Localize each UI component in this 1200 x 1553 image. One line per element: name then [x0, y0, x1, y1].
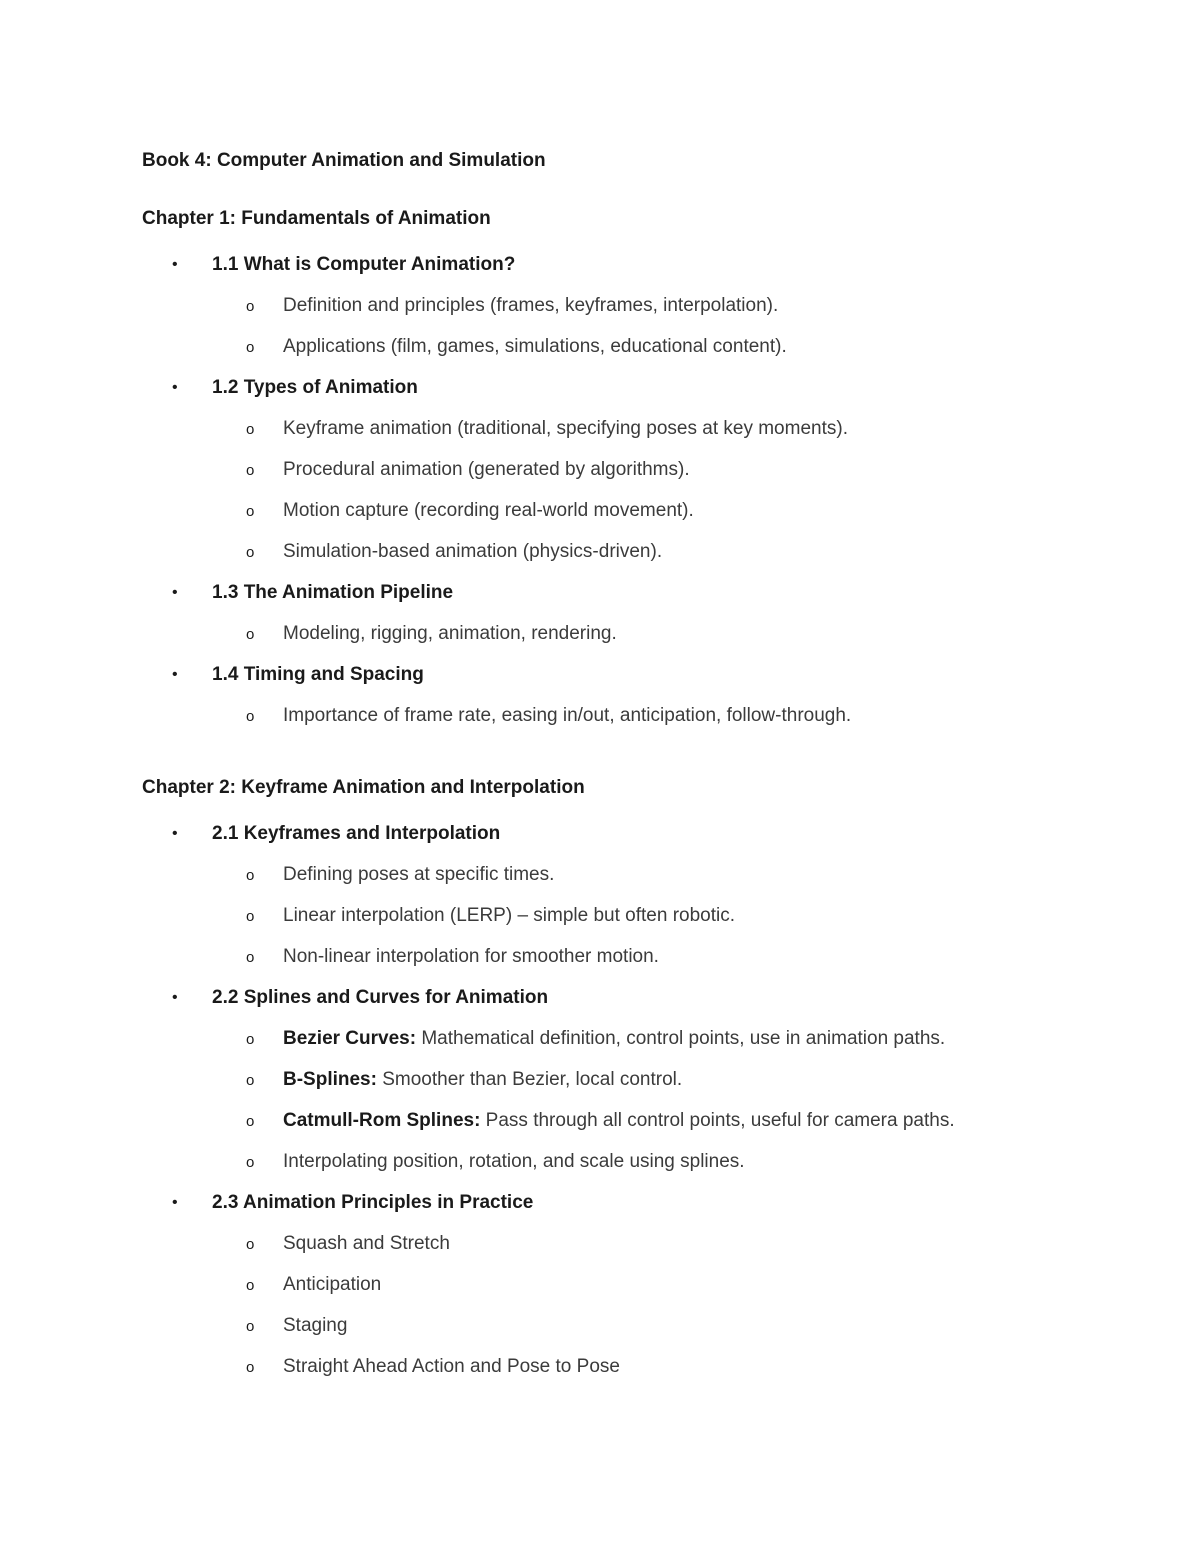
- item-description: Applications (film, games, simulations, educational content).: [283, 336, 787, 357]
- item-description: Squash and Stretch: [283, 1233, 450, 1254]
- list-item-text: [283, 334, 787, 360]
- item-description: Keyframe animation (traditional, specifying poses at key moments).: [283, 418, 848, 439]
- list-item: [0, 862, 1200, 903]
- item-description: Motion capture (recording real-world movement).: [283, 500, 694, 521]
- list-item-text: [283, 1272, 381, 1298]
- list-item-text: [283, 293, 778, 319]
- list-item: [0, 1067, 1200, 1108]
- list-item: [0, 1108, 1200, 1149]
- bullet-icon: •: [172, 256, 178, 273]
- item-description: Modeling, rigging, animation, rendering.: [283, 623, 617, 644]
- section-label: 1.4 Timing and Spacing: [212, 664, 424, 685]
- list-item: [0, 1313, 1200, 1354]
- item-description: Linear interpolation (LERP) – simple but often robotic.: [283, 905, 736, 926]
- item-description: Interpolating position, rotation, and scale using splines.: [283, 1151, 745, 1172]
- bullet-icon: •: [172, 1194, 178, 1211]
- bullet-icon: •: [172, 666, 178, 683]
- item-description: Pass through all control points, useful for camera paths.: [480, 1110, 955, 1131]
- item-description: Simulation-based animation (physics-driven).: [283, 541, 663, 562]
- item-description: Anticipation: [283, 1274, 382, 1295]
- bullet-icon: •: [172, 989, 178, 1006]
- item-description: Mathematical definition, control points, use in animation paths.: [416, 1028, 946, 1049]
- section-heading: [0, 985, 1200, 1026]
- list-item-text: [283, 1026, 945, 1052]
- list-item-text: [283, 1231, 450, 1257]
- list-item: [0, 703, 1200, 744]
- list-item: [0, 539, 1200, 580]
- circle-bullet-icon: o: [246, 708, 255, 725]
- section-heading: [0, 580, 1200, 621]
- list-item: [0, 498, 1200, 539]
- section-list: [0, 252, 1200, 744]
- item-description: Definition and principles (frames, keyframes, interpolation).: [283, 295, 779, 316]
- circle-bullet-icon: o: [246, 339, 255, 356]
- section-label: 1.1 What is Computer Animation?: [212, 254, 516, 275]
- list-item: [0, 1231, 1200, 1272]
- item-description: Defining poses at specific times.: [283, 864, 555, 885]
- item-description: Staging: [283, 1315, 348, 1336]
- list-item-text: [283, 944, 659, 970]
- circle-bullet-icon: o: [246, 626, 255, 643]
- circle-bullet-icon: o: [246, 503, 255, 520]
- circle-bullet-icon: o: [246, 1318, 255, 1335]
- list-item-text: [283, 498, 694, 524]
- chapter-title: Chapter 2: Keyframe Animation and Interpolation: [142, 777, 585, 798]
- circle-bullet-icon: o: [246, 949, 255, 966]
- list-item-text: [283, 862, 554, 888]
- list-item-text: [283, 703, 851, 729]
- section-list: [0, 821, 1200, 1395]
- circle-bullet-icon: o: [246, 1277, 255, 1294]
- list-item: [0, 334, 1200, 375]
- circle-bullet-icon: o: [246, 1072, 255, 1089]
- list-item-text: [283, 621, 617, 647]
- book-title: Book 4: Computer Animation and Simulation: [142, 150, 546, 171]
- section-heading: [0, 1190, 1200, 1231]
- item-description: Importance of frame rate, easing in/out, anticipation, follow-through.: [283, 705, 852, 726]
- section-label: 2.1 Keyframes and Interpolation: [212, 823, 501, 844]
- list-item-text: [283, 1354, 620, 1380]
- item-description: Straight Ahead Action and Pose to Pose: [283, 1356, 620, 1377]
- list-item: [0, 903, 1200, 944]
- list-item: [0, 1354, 1200, 1395]
- bullet-icon: •: [172, 584, 178, 601]
- circle-bullet-icon: o: [246, 298, 255, 315]
- section-label: 2.2 Splines and Curves for Animation: [212, 987, 549, 1008]
- list-item: [0, 1272, 1200, 1313]
- list-item: [0, 457, 1200, 498]
- bullet-icon: •: [172, 379, 178, 396]
- list-item: [0, 944, 1200, 985]
- item-term: Catmull-Rom Splines:: [283, 1110, 481, 1131]
- list-item-text: [283, 416, 848, 442]
- section-heading: [0, 821, 1200, 862]
- section-heading: [0, 662, 1200, 703]
- circle-bullet-icon: o: [246, 1236, 255, 1253]
- list-item: [0, 1149, 1200, 1190]
- list-item-text: [283, 457, 690, 483]
- circle-bullet-icon: o: [246, 1359, 255, 1376]
- section-label: 1.3 The Animation Pipeline: [212, 582, 454, 603]
- circle-bullet-icon: o: [246, 462, 255, 479]
- circle-bullet-icon: o: [246, 867, 255, 884]
- list-item-text: [283, 539, 662, 565]
- circle-bullet-icon: o: [246, 1113, 255, 1130]
- list-item-text: [283, 1108, 955, 1134]
- circle-bullet-icon: o: [246, 1154, 255, 1171]
- section-heading: [0, 375, 1200, 416]
- list-item: [0, 621, 1200, 662]
- chapter-title: Chapter 1: Fundamentals of Animation: [142, 208, 491, 229]
- list-item-text: [283, 903, 735, 929]
- list-item: [0, 293, 1200, 334]
- list-item: [0, 416, 1200, 457]
- item-term: Bezier Curves:: [283, 1028, 417, 1049]
- circle-bullet-icon: o: [246, 544, 255, 561]
- circle-bullet-icon: o: [246, 908, 255, 925]
- circle-bullet-icon: o: [246, 1031, 255, 1048]
- list-item-text: [283, 1149, 745, 1175]
- list-item: [0, 1026, 1200, 1067]
- list-item-text: [283, 1313, 347, 1339]
- list-item-text: [283, 1067, 682, 1093]
- bullet-icon: •: [172, 825, 178, 842]
- item-description: Smoother than Bezier, local control.: [376, 1069, 683, 1090]
- item-description: Procedural animation (generated by algorithms).: [283, 459, 690, 480]
- section-heading: [0, 252, 1200, 293]
- circle-bullet-icon: o: [246, 421, 255, 438]
- section-label: 2.3 Animation Principles in Practice: [212, 1192, 534, 1213]
- item-description: Non-linear interpolation for smoother motion.: [283, 946, 659, 967]
- section-label: 1.2 Types of Animation: [212, 377, 418, 398]
- item-term: B-Splines:: [283, 1069, 377, 1090]
